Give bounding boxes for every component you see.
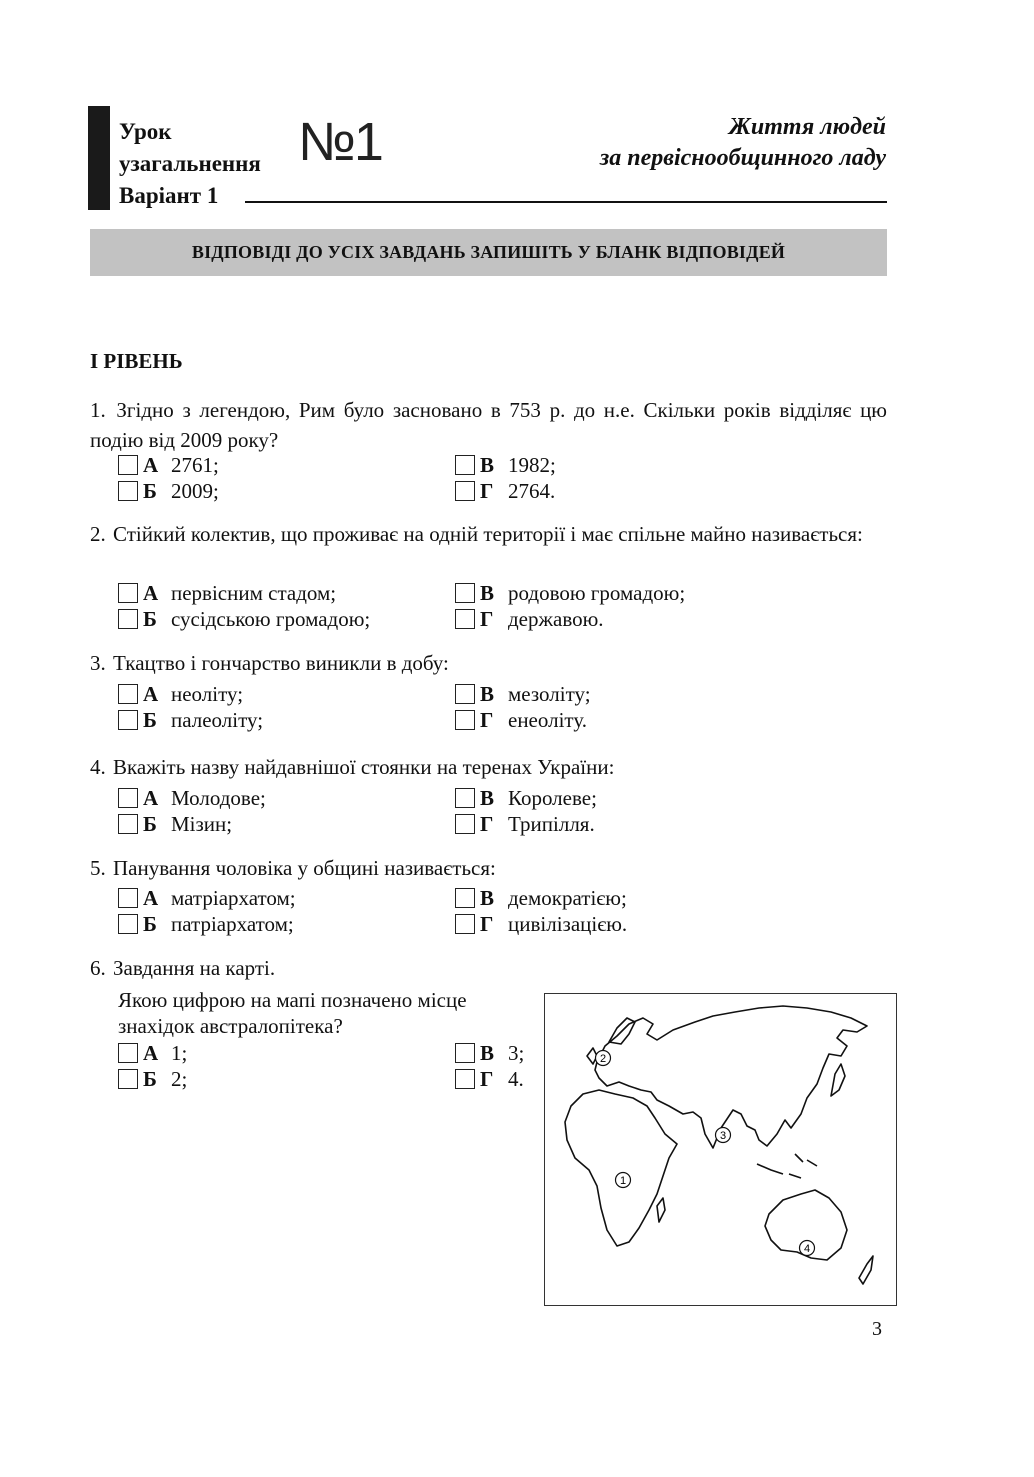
option-text: палеоліту;: [171, 708, 264, 732]
option-text: неоліту;: [171, 682, 244, 706]
option-text: енеоліту.: [508, 708, 587, 732]
option-letter: Б: [143, 1067, 157, 1091]
checkbox[interactable]: [455, 1043, 475, 1063]
option-3g[interactable]: [455, 707, 587, 733]
header-bar: [88, 106, 110, 210]
option-text: Трипілля.: [508, 812, 595, 836]
option-letter: Б: [143, 812, 157, 836]
option-text: 1;: [171, 1041, 188, 1065]
world-map: [545, 994, 895, 1304]
option-letter: Б: [143, 912, 157, 936]
option-4v[interactable]: [455, 785, 597, 811]
checkbox[interactable]: [118, 481, 138, 501]
question-text: Панування чоловіка у общині називається:: [113, 856, 496, 880]
lesson-type-line2: узагальнення: [119, 151, 261, 176]
new-zealand-outline: [859, 1256, 873, 1284]
question-number: 5.: [90, 856, 106, 880]
question-4: [90, 752, 887, 782]
option-letter: Г: [480, 1067, 494, 1091]
option-3a[interactable]: [118, 681, 243, 707]
question-6: [90, 953, 887, 983]
checkbox[interactable]: [455, 609, 475, 629]
lesson-number: №1: [298, 112, 382, 172]
checkbox[interactable]: [118, 583, 138, 603]
option-text: матріархатом;: [171, 886, 296, 910]
option-text: 2;: [171, 1067, 188, 1091]
option-1g[interactable]: [455, 478, 555, 504]
option-letter: Б: [143, 607, 157, 631]
option-5a[interactable]: [118, 885, 296, 911]
checkbox[interactable]: [118, 788, 138, 808]
option-5v[interactable]: [455, 885, 627, 911]
option-letter: А: [143, 786, 159, 810]
option-letter: А: [143, 1041, 159, 1065]
map-marker-label-1: 1: [619, 1175, 627, 1187]
question-2: [90, 519, 887, 549]
option-letter: В: [480, 682, 495, 706]
option-text: первісним стадом;: [171, 581, 337, 605]
checkbox[interactable]: [455, 684, 475, 704]
option-text: родовою громадою;: [508, 581, 686, 605]
question-number: 6.: [90, 956, 106, 980]
option-6g[interactable]: [455, 1066, 524, 1092]
africa-outline: [565, 1090, 677, 1246]
option-letter: Г: [480, 607, 494, 631]
madagascar-outline: [657, 1198, 665, 1222]
option-text: цивілізацією.: [508, 912, 628, 936]
checkbox[interactable]: [455, 788, 475, 808]
checkbox[interactable]: [455, 914, 475, 934]
map-marker-label-4: 4: [803, 1243, 811, 1255]
option-letter: Г: [480, 708, 494, 732]
option-letter: А: [143, 581, 159, 605]
option-letter: А: [143, 453, 159, 477]
checkbox[interactable]: [455, 583, 475, 603]
option-6a[interactable]: [118, 1040, 187, 1066]
option-5b[interactable]: [118, 911, 294, 937]
question-text: Стійкий колектив, що проживає на одній території і має спільне майно називається:: [113, 522, 863, 546]
option-letter: Г: [480, 812, 494, 836]
option-5g[interactable]: [455, 911, 627, 937]
checkbox[interactable]: [455, 481, 475, 501]
question-text: Ткацтво і гончарство виникли в добу:: [113, 651, 449, 675]
option-letter: В: [480, 886, 495, 910]
map-marker-label-3: 3: [719, 1130, 727, 1142]
checkbox[interactable]: [455, 888, 475, 908]
option-text: 3;: [508, 1041, 525, 1065]
checkbox[interactable]: [118, 914, 138, 934]
option-text: демократією;: [508, 886, 627, 910]
map-marker-label-2: 2: [599, 1053, 607, 1065]
checkbox[interactable]: [118, 455, 138, 475]
option-letter: Б: [143, 479, 157, 503]
option-letter: В: [480, 1041, 495, 1065]
question-text: Згідно з легендою, Рим було засновано в 753 р. до н.е. Скільки років відділяє цю подію від 2009 року?: [90, 398, 887, 452]
checkbox[interactable]: [118, 814, 138, 834]
option-text: Молодове;: [171, 786, 266, 810]
question-6-subtext-line1: Якою цифрою на мапі позначено місце: [118, 988, 467, 1012]
option-text: 2764.: [508, 479, 556, 503]
option-text: 4.: [508, 1067, 524, 1091]
checkbox[interactable]: [455, 814, 475, 834]
checkbox[interactable]: [118, 684, 138, 704]
header-rule: [245, 201, 887, 203]
option-text: сусідською громадою;: [171, 607, 371, 631]
checkbox[interactable]: [118, 1069, 138, 1089]
question-number: 1.: [90, 398, 106, 422]
option-letter: Г: [480, 912, 494, 936]
question-text: Вкажіть назву найдавнішої стоянки на теренах України:: [113, 755, 615, 779]
option-text: державою.: [508, 607, 604, 631]
option-2b[interactable]: [118, 606, 370, 632]
checkbox[interactable]: [118, 1043, 138, 1063]
checkbox[interactable]: [118, 888, 138, 908]
checkbox[interactable]: [118, 609, 138, 629]
question-5: [90, 853, 887, 883]
checkbox[interactable]: [118, 710, 138, 730]
level-heading: І РІВЕНЬ: [90, 349, 183, 373]
option-letter: В: [480, 453, 495, 477]
option-2g[interactable]: [455, 606, 604, 632]
option-4g[interactable]: [455, 811, 595, 837]
option-1v[interactable]: [455, 452, 556, 478]
option-6v[interactable]: [455, 1040, 524, 1066]
option-text: Королеве;: [508, 786, 597, 810]
option-text: мезоліту;: [508, 682, 591, 706]
topic-title-line2: за первіснообщинного ладу: [599, 145, 886, 171]
option-letter: В: [480, 786, 495, 810]
option-3v[interactable]: [455, 681, 591, 707]
question-1: [90, 395, 887, 455]
topic-title-line1: Життя людей: [728, 114, 886, 140]
option-1a[interactable]: [118, 452, 219, 478]
page-number: 3: [872, 1318, 882, 1340]
lesson-type-line1: Урок: [119, 119, 172, 144]
option-text: 2009;: [171, 479, 219, 503]
option-6b[interactable]: [118, 1066, 187, 1092]
option-letter: А: [143, 886, 159, 910]
variant-label: Варіант 1: [119, 183, 219, 208]
japan-outline: [831, 1064, 845, 1096]
checkbox[interactable]: [455, 710, 475, 730]
option-4b[interactable]: [118, 811, 232, 837]
map-frame: [544, 993, 897, 1306]
instruction-banner: ВІДПОВІДІ ДО УСІХ ЗАВДАНЬ ЗАПИШІТЬ У БЛАНК ВІДПОВІДЕЙ: [90, 229, 887, 276]
option-text: патріархатом;: [171, 912, 294, 936]
option-text: 1982;: [508, 453, 556, 477]
question-number: 3.: [90, 651, 106, 675]
option-1b[interactable]: [118, 478, 219, 504]
indonesia-outline: [757, 1154, 817, 1178]
option-3b[interactable]: [118, 707, 263, 733]
question-text: Завдання на карті.: [113, 956, 276, 980]
option-text: 2761;: [171, 453, 219, 477]
option-2a[interactable]: [118, 580, 336, 606]
eurasia-outline: [595, 1006, 867, 1148]
option-2v[interactable]: [455, 580, 685, 606]
checkbox[interactable]: [455, 455, 475, 475]
option-letter: В: [480, 581, 495, 605]
option-letter: Г: [480, 479, 494, 503]
question-number: 4.: [90, 755, 106, 779]
question-6-subtext-line2: знахідок австралопітека?: [118, 1014, 343, 1038]
option-4a[interactable]: [118, 785, 266, 811]
option-text: Мізин;: [171, 812, 233, 836]
option-letter: А: [143, 682, 159, 706]
option-letter: Б: [143, 708, 157, 732]
question-number: 2.: [90, 522, 106, 546]
question-3: [90, 648, 887, 678]
checkbox[interactable]: [455, 1069, 475, 1089]
